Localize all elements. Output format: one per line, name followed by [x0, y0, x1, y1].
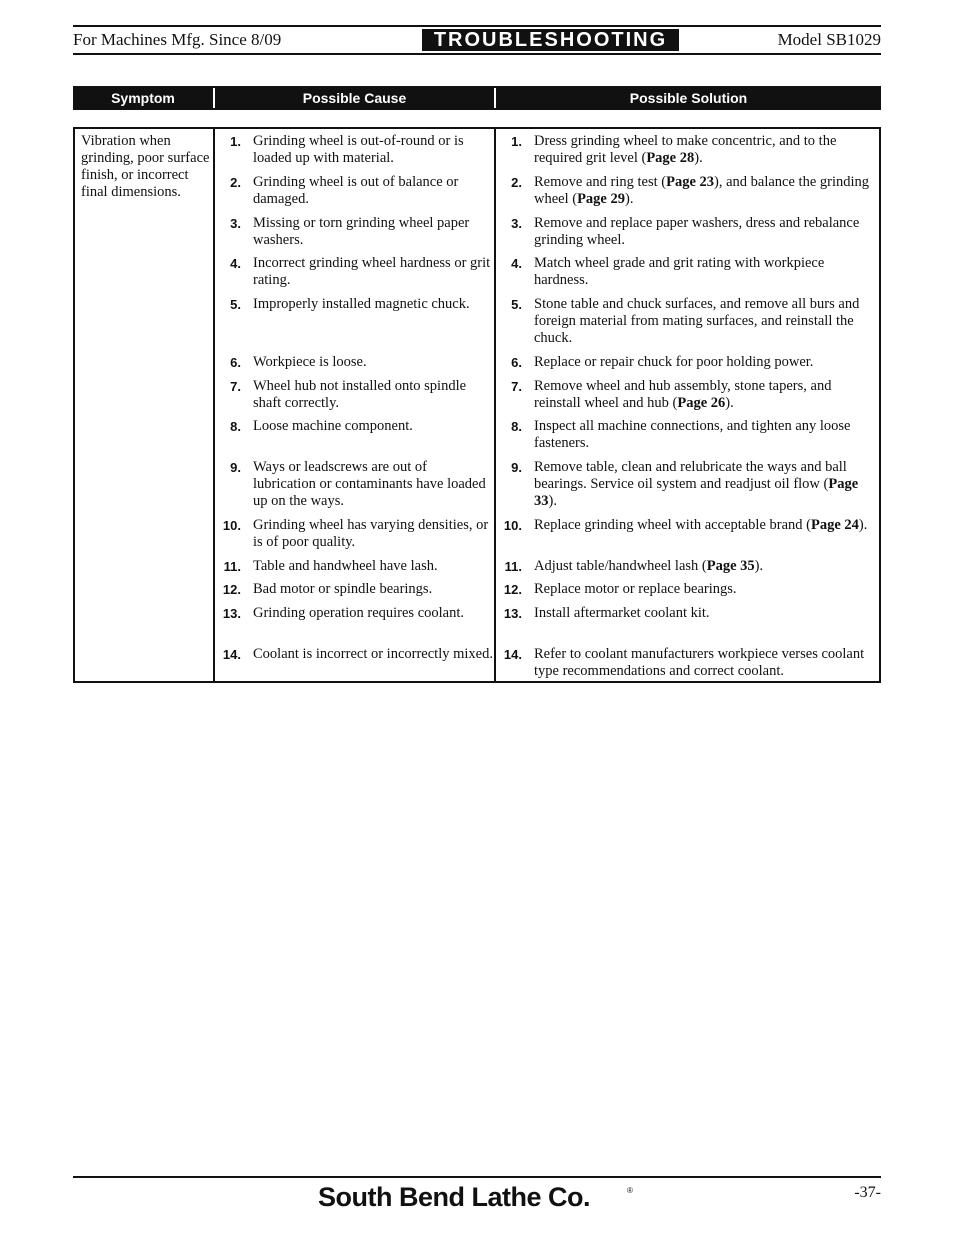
- solution-number: 8.: [511, 419, 522, 434]
- page-reference: Page 26: [677, 395, 726, 411]
- page-reference: Page 29: [577, 191, 625, 207]
- solution-number: 14.: [503, 647, 522, 662]
- registered-mark: ®: [627, 1186, 633, 1195]
- troubleshooting-table: [73, 127, 881, 683]
- solution-number: 1.: [511, 134, 522, 149]
- header-model: Model SB1029: [777, 30, 881, 49]
- cause-number: 14.: [222, 647, 241, 662]
- solution-text: Refer to coolant manufacturers workpiece verses coolant type recommendations and correct coolant.: [534, 646, 865, 679]
- page-number: -37-: [854, 1184, 881, 1201]
- section-title: TROUBLESHOOTING: [422, 29, 679, 51]
- cause-number: 8.: [230, 419, 241, 434]
- cause-text: Improperly installed magnetic chuck.: [253, 296, 470, 312]
- solution-text: Remove wheel and hub assembly, stone tapers, and reinstall wheel and hub (Page 26).: [534, 378, 832, 411]
- solution-text: Adjust table/handwheel lash (Page 35).: [534, 558, 764, 574]
- solution-text: Replace grinding wheel with acceptable brand (Page 24).: [534, 517, 868, 533]
- page-reference: Page 24: [811, 517, 859, 533]
- cause-text: Loose machine component.: [253, 418, 413, 434]
- cause-number: 13.: [222, 606, 241, 621]
- cause-number: 9.: [230, 460, 241, 475]
- cause-number: 5.: [230, 297, 241, 312]
- column-divider: [213, 129, 215, 681]
- cause-number: 2.: [230, 175, 241, 190]
- cause-number: 10.: [222, 518, 241, 533]
- solution-text: Match wheel grade and grit rating with workpiece hardness.: [534, 255, 825, 288]
- solution-text: Inspect all machine connections, and tighten any loose fasteners.: [534, 418, 851, 451]
- solution-text: Stone table and chuck surfaces, and remove all burs and foreign material from mating surfaces, and reinstall the chuck.: [534, 296, 860, 346]
- cause-number: 7.: [230, 379, 241, 394]
- cause-number: 11.: [223, 559, 241, 574]
- page-reference: Page 33: [534, 476, 859, 509]
- solution-text: Install aftermarket coolant kit.: [534, 605, 710, 621]
- cause-number: 1.: [230, 134, 241, 149]
- cause-text: Workpiece is loose.: [253, 354, 367, 370]
- solution-number: 4.: [511, 256, 522, 271]
- table-column-header: [73, 86, 881, 110]
- solution-text: Remove and replace paper washers, dress and rebalance grinding wheel.: [534, 215, 860, 248]
- solution-number: 5.: [511, 297, 522, 312]
- cause-text: Bad motor or spindle bearings.: [253, 581, 433, 597]
- solution-number: 13.: [503, 606, 522, 621]
- page-header: [73, 25, 881, 55]
- cause-text: Table and handwheel have lash.: [253, 558, 438, 574]
- solution-number: 7.: [511, 379, 522, 394]
- page-reference: Page 35: [706, 558, 755, 574]
- cause-number: 6.: [230, 355, 241, 370]
- solution-number: 3.: [511, 216, 522, 231]
- footer-rule: [73, 1176, 881, 1178]
- cause-text: Coolant is incorrect or incorrectly mixed.: [253, 646, 493, 662]
- solution-text: Remove table, clean and relubricate the ways and ball bearings. Service oil system and readjust oil flow (Page 33).: [534, 459, 859, 509]
- cause-number: 4.: [230, 256, 241, 271]
- cause-number: 3.: [230, 216, 241, 231]
- cause-text: Grinding operation requires coolant.: [253, 605, 464, 621]
- solution-text: Dress grinding wheel to make concentric, and to the required grit level (Page 28).: [534, 133, 837, 166]
- cause-text: Wheel hub not installed onto spindle shaft correctly.: [253, 378, 467, 411]
- solution-number: 6.: [511, 355, 522, 370]
- cause-number: 12.: [222, 582, 241, 597]
- cause-text: Grinding wheel is out-of-round or is loaded up with material.: [253, 133, 464, 166]
- page-reference: Page 28: [646, 150, 695, 166]
- cause-text: Grinding wheel is out of balance or damaged.: [253, 174, 459, 207]
- column-symptom: Symptom: [111, 90, 175, 106]
- column-solution: Possible Solution: [629, 90, 748, 106]
- solution-text: Remove and ring test (Page 23), and balance the grinding wheel (Page 29).: [534, 174, 870, 207]
- solution-number: 12.: [503, 582, 522, 597]
- cause-text: Grinding wheel has varying densities, or is of poor quality.: [253, 517, 489, 550]
- solution-number: 9.: [511, 460, 522, 475]
- solution-number: 11.: [504, 559, 522, 574]
- solution-text: Replace or repair chuck for poor holding power.: [534, 354, 814, 370]
- page-reference: Page 23: [666, 174, 715, 190]
- cause-text: Missing or torn grinding wheel paper washers.: [253, 215, 470, 248]
- brand-logo: South Bend Lathe Co.: [318, 1182, 590, 1212]
- column-cause: Possible Cause: [302, 90, 407, 106]
- header-machines-note: For Machines Mfg. Since 8/09: [73, 30, 282, 49]
- solution-text: Replace motor or replace bearings.: [534, 581, 737, 597]
- cause-text: Incorrect grinding wheel hardness or grit rating.: [253, 255, 491, 288]
- solution-number: 10.: [503, 518, 522, 533]
- symptom-cell: Vibration when grinding, poor surface finish, or incorrect final dimensions.: [81, 133, 210, 200]
- solution-number: 2.: [511, 175, 522, 190]
- cause-text: Ways or leadscrews are out of lubrication or contaminants have loaded up on the ways.: [253, 459, 486, 509]
- column-divider: [494, 129, 496, 681]
